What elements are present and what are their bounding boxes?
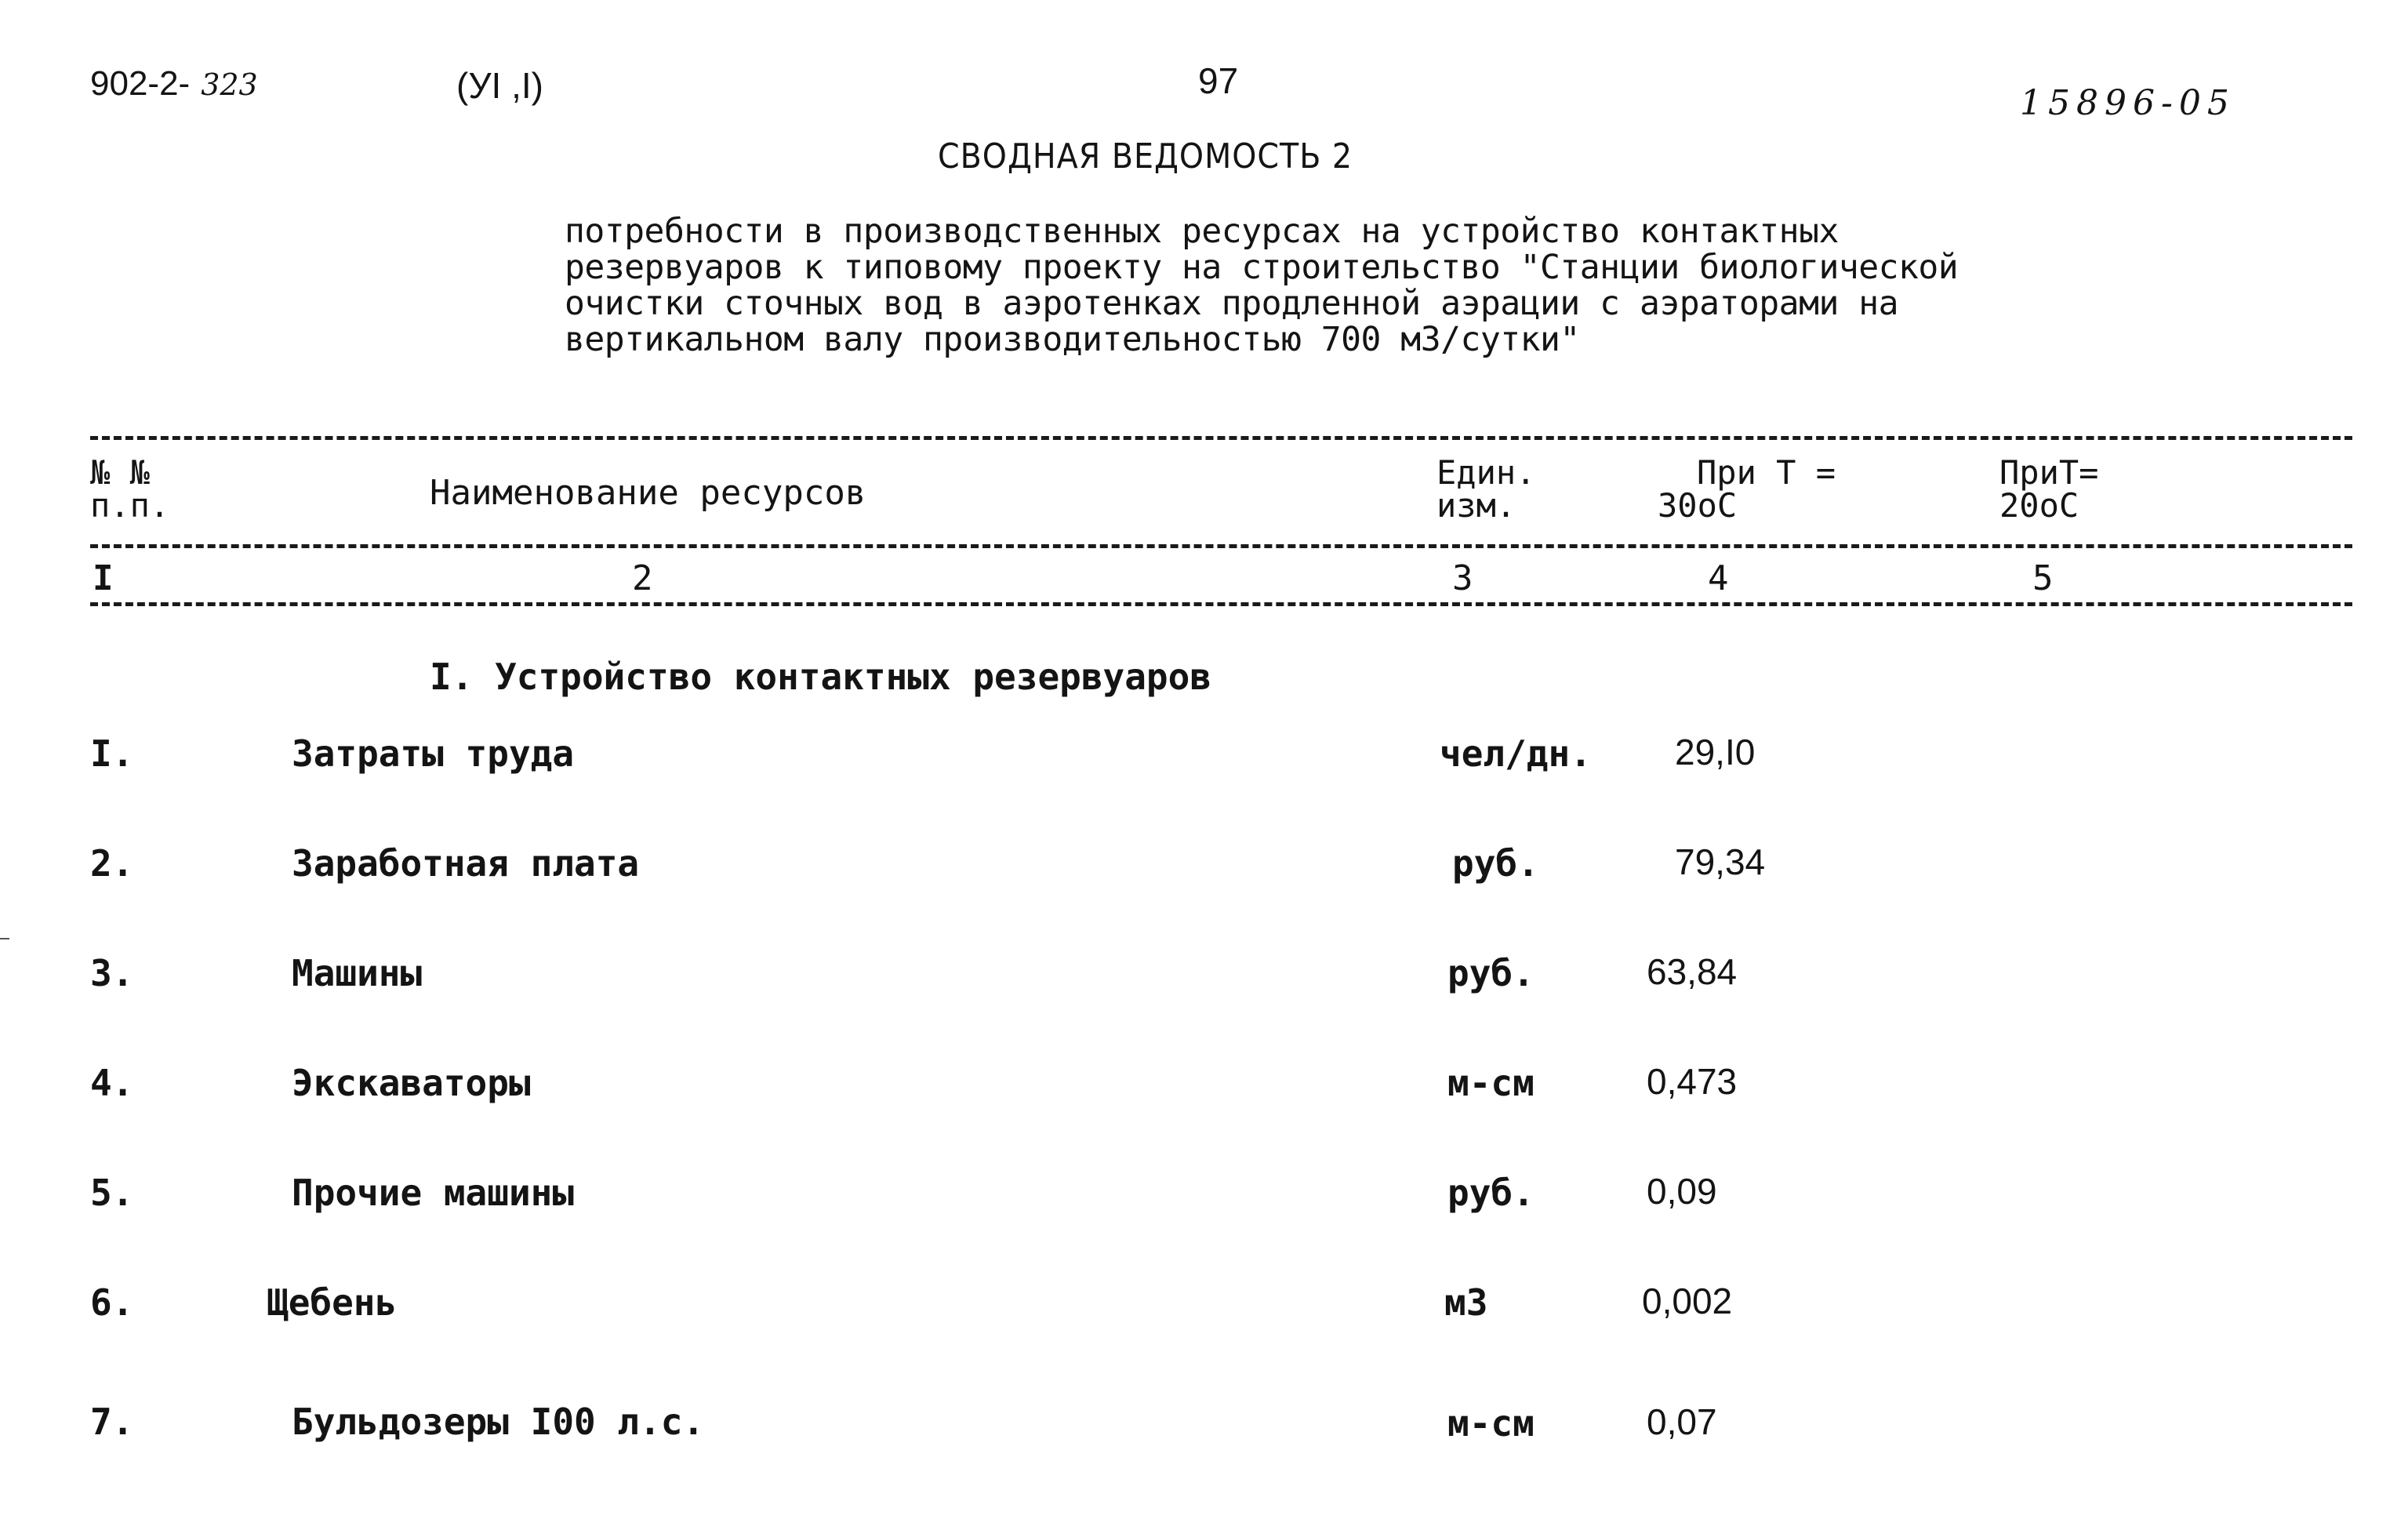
page-number: 97 [1198, 60, 1239, 101]
row-resource-name: Машины [292, 952, 423, 994]
row-unit: м3 [1444, 1281, 1488, 1324]
row-unit: руб. [1447, 952, 1535, 994]
row-value-30: 0,002 [1642, 1281, 1733, 1321]
header-temp-20 [1999, 453, 2099, 525]
row-resource-name: Бульдозеры I00 л.с. [292, 1401, 705, 1443]
row-number: 6. [90, 1281, 134, 1324]
row-resource-name: Заработная плата [292, 842, 640, 885]
section-title: I. Устройство контактных резервуаров [430, 656, 1211, 698]
row-unit: м-см [1447, 1402, 1535, 1445]
document-code [90, 64, 258, 104]
column-number-2: 2 [632, 558, 653, 598]
header-row-number-line1: № № [90, 453, 150, 492]
row-unit: м-см [1447, 1062, 1535, 1104]
document-section: (УI ,I) [456, 65, 543, 106]
row-unit: руб. [1452, 842, 1539, 885]
row-value-30: 63,84 [1647, 951, 1738, 992]
margin-mark [0, 938, 9, 939]
row-value-30: 0,473 [1647, 1061, 1738, 1102]
header-temp-30-line2: 30оС [1658, 486, 1738, 525]
row-unit: руб. [1447, 1172, 1535, 1214]
document-title: СВОДНАЯ ВЕДОМОСТЬ 2 [938, 136, 1353, 176]
header-resource-name: Наименование ресурсов [430, 473, 866, 513]
row-value-30: 0,07 [1647, 1401, 1717, 1442]
row-number: 4. [90, 1062, 134, 1104]
column-number-5: 5 [2032, 558, 2054, 598]
column-number-3: 3 [1452, 558, 1473, 598]
row-value-30: 79,34 [1675, 841, 1766, 882]
description-line: потребности в производственных ресурсах на устройство контактных [565, 212, 1839, 251]
row-number: 5. [90, 1172, 134, 1214]
column-number-1: I [93, 558, 114, 598]
header-unit-line1: Един. [1436, 453, 1536, 492]
document-code-handwritten: 323 [201, 67, 258, 102]
header-unit [1436, 453, 1536, 525]
header-row-number [90, 453, 170, 525]
document-code-printed: 902-2- [90, 64, 191, 103]
handwritten-inventory-number: 15896-05 [2020, 83, 2235, 123]
table-top-rule [90, 436, 2352, 440]
table-column-number-rule [90, 602, 2352, 606]
header-temp-20-line2: 20оС [1999, 486, 2079, 525]
row-unit: чел/дн. [1440, 732, 1592, 775]
row-resource-name: Затраты труда [292, 732, 575, 775]
header-temp-30-line1: При Т = [1697, 453, 1836, 492]
table-header-rule [90, 544, 2352, 548]
row-number: I. [90, 732, 134, 775]
row-value-30: 29,I0 [1675, 732, 1756, 772]
document-description [565, 213, 1958, 358]
header-row-number-line2: п.п. [90, 486, 170, 525]
row-value-30: 0,09 [1647, 1171, 1717, 1212]
description-line: резервуаров к типовому проекту на строительство "Станции биологической [565, 248, 1959, 287]
description-line: очистки сточных вод в аэротенках продленной аэрации с аэраторами на [565, 284, 1899, 323]
row-resource-name: Экскаваторы [292, 1062, 531, 1104]
description-line: вертикальном валу производительностью 700 м3/сутки" [565, 320, 1580, 359]
column-number-4: 4 [1708, 558, 1729, 598]
row-resource-name: Щебень [267, 1281, 398, 1324]
row-number: 2. [90, 842, 134, 885]
row-number: 3. [90, 952, 134, 994]
row-resource-name: Прочие машины [292, 1172, 575, 1214]
header-temp-20-line1: ПриТ= [1999, 453, 2099, 492]
header-temp-30 [1658, 453, 1836, 525]
row-number: 7. [90, 1401, 134, 1443]
header-unit-line2: изм. [1436, 486, 1516, 525]
